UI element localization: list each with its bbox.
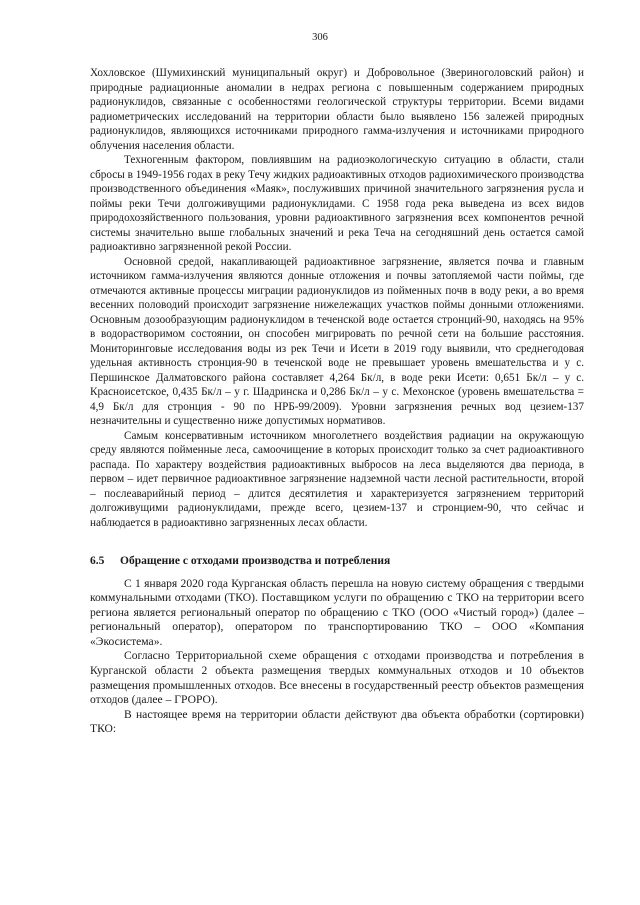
section-heading bbox=[90, 554, 584, 569]
page-content bbox=[90, 66, 584, 737]
paragraph: Самым консервативным источником многолетнего воздействия радиации на окружающую среду являются пойменные леса, самоочищение в которых происходит только за счет радиоактивного распада. По характеру воздействия радиоактивных выбросов на леса выделяются два периода, в первом – идет первичное радиоактивное загрязнение надземной части лесной растительности, второй – послеаварийный период – длится десятилетия и характеризуется загрязнением территорий долгоживущими радионуклидами, прежде всего, цезием-137 и стронцием-90, что сейчас и наблюдается в радиоактивно загрязненных лесах области. bbox=[90, 429, 584, 529]
paragraph: Согласно Территориальной схеме обращения с отходами производства и потребления в Курганской области 2 объекта размещения твердых коммунальных отходов и 10 объектов размещения промышленных отходов. Все внесены в государственный реестр объектов размещения отходов (далее – ГРОРО). bbox=[90, 649, 584, 707]
section-body bbox=[90, 577, 584, 738]
paragraph: Хохловское (Шумихинский муниципальный округ) и Добровольное (Звериноголовский район) и природные радиационные аномалии в недрах региона с повышенным содержанием природных радионуклидов, связанные с особенностями геологической структуры территории. Всеми видами радиометрических исследований на территории области было выявлено 156 залежей природных радионуклидов, являющихся источниками природного гамма-излучения и источниками природного облучения населения области. bbox=[90, 67, 584, 152]
paragraph: В настоящее время на территории области действуют два объекта обработки (сортировки) ТКО: bbox=[90, 707, 584, 736]
paragraph: Техногенным фактором, повлиявшим на радиоэкологическую ситуацию в области, стали сбросы в 1949-1956 годах в реку Течу жидких радиоактивных отходов радиохимического производства производственного объединения «Маяк», послуживших причиной значительного загрязнения русла и поймы реки Течи долгоживущими радионуклидами. С 1958 года река выведена из всех видов природохозяйственного пользования, уровни радиоактивного загрязнения всех компонентов речной системы значительно выше глобальных значений и река Теча на сегодняшний день остается самой радиоактивно загрязненной рекой России. bbox=[90, 154, 584, 253]
section-number: 6.5 bbox=[90, 555, 105, 567]
paragraph: Основной средой, накапливающей радиоактивное загрязнение, является почва и главным источником гамма-излучения являются донные отложения и почвы затопляемой части поймы, где отмечаются активные процессы миграции радионуклидов из пойменных почв в воду реки, а во время весенних половодий происходит загрязнение нижележащих участков поймы донными отложениями. Основным дозообразующим радионуклидом в теченской воде остается стронций-90, находясь на 95% в водорастворимом состоянии, он способен мигрировать по речной сети на большие расстояния. Мониторинговые исследования воды из рек Течи и Исети в 2019 году выявили, что среднегодовая удельная активность стронция-90 в теченской воде не превышает уровень вмешательства и у с. Першинское Далматовского района составляет 4,264 Бк/л, в воде реки Исети: 0,651 Бк/л – у с. Красноисетское, 0,435 Бк/л – у г. Шадринска и 0,286 Бк/л – у с. Мехонское (уровень вмешательства = 4,9 Бк/л для стронция - 90 по НРБ-99/2009). Уровни загрязнения речных вод цезием-137 незначительны и существенно ниже допустимых нормативов. bbox=[90, 255, 584, 427]
page-number: 306 bbox=[312, 32, 328, 43]
section-title: Обращение с отходами производства и потребления bbox=[120, 555, 391, 567]
paragraph: С 1 января 2020 года Курганская область перешла на новую систему обращения с твердыми коммунальными отходами (ТКО). Поставщиком услуги по обращению с ТКО на территории всего региона является региональный оператор по обращению с ТКО (ООО «Чистый город») (далее – региональный оператор), оператором по транспортированию ТКО – ООО «Компания «Экосистема». bbox=[90, 576, 584, 648]
